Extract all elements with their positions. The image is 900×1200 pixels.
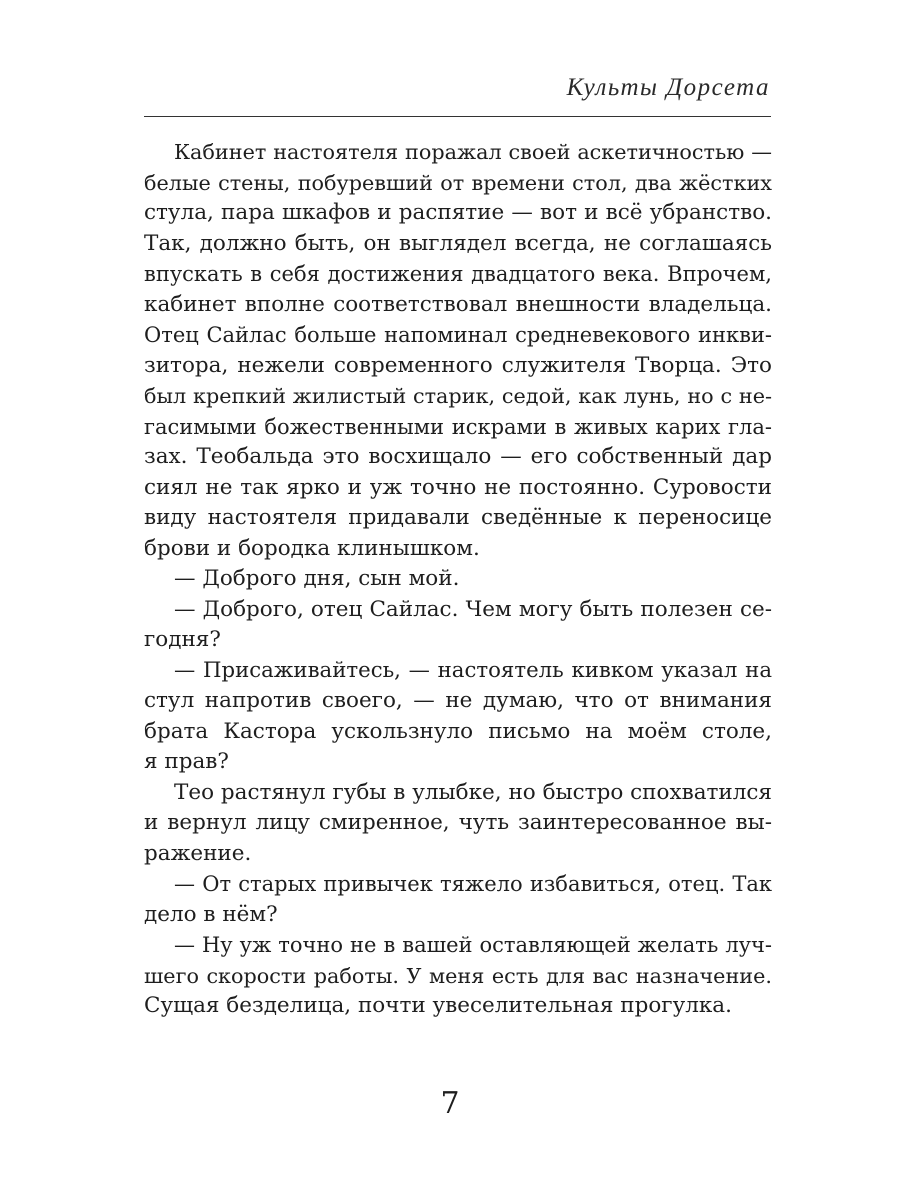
text-line: я прав? [144, 749, 229, 774]
text-line: брови и бородка клинышком. [144, 535, 480, 561]
text-line: Отец Сайлас больше напоминал средневекового инкви- [144, 323, 772, 347]
text-line: стул напротив своего, — не думаю, что от внимания [144, 688, 772, 713]
text-line: брата Кастора ускользнуло письмо на моём столе, [144, 718, 772, 744]
text-line: сиял не так ярко и уж точно не постоянно. Суровости [144, 474, 772, 500]
text-line: Кабинет настоятеля поражал своей аскетичностью — [174, 140, 772, 164]
text-line: Сущая безделица, почти увеселительная прогулка. [144, 993, 732, 1018]
text-line: — Доброго, отец Сайлас. Чем могу быть полезен се- [174, 596, 772, 622]
text-line: и вернул лицу смиренное, чуть заинтересованное вы- [144, 810, 772, 835]
text-line: зах. Теобальда это восхищало — его собственный дар [144, 444, 772, 469]
text-line: зитора, нежели современного служителя Творца. Это [144, 352, 772, 378]
page-number: 7 [440, 1086, 460, 1121]
text-line: ражение. [144, 840, 252, 866]
text-line: — Доброго дня, сын мой. [174, 566, 460, 591]
text-line: виду настоятеля придавали сведённые к переносице [144, 505, 772, 530]
text-line: дело в нём? [144, 901, 278, 927]
text-line: — Присаживайтесь, — настоятель кивком указал на [174, 657, 772, 683]
text-line: Так, должно быть, он выглядел всегда, не соглашаясь [144, 230, 772, 256]
running-head: Культы Дорсета [566, 74, 770, 101]
text-line: гасимыми божественными искрами в живых карих гла- [144, 414, 772, 439]
text-line: был крепкий жилистый старик, седой, как лунь, но с не- [144, 384, 772, 408]
text-line: годня? [144, 627, 221, 652]
text-line: — Ну уж точно не в вашей оставляющей желать луч- [174, 933, 772, 957]
text-line: кабинет вполне соответствовал внешности владельца. [144, 291, 772, 317]
text-line: шего скорости работы. У меня есть для вас назначение. [144, 963, 772, 988]
text-line: Тео растянул губы в улыбке, но быстро спохватился [174, 779, 772, 805]
text-line: белые стены, побуревший от времени стол, два жёстких [144, 170, 772, 195]
header-rule [144, 116, 771, 117]
text-line: впускать в себя достижения двадцатого века. Впрочем, [144, 262, 772, 286]
body-text [144, 137, 772, 1022]
text-line: — От старых привычек тяжело избавиться, отец. Так [174, 872, 772, 896]
text-line: стула, пара шкафов и распятие — вот и всё убранство. [144, 200, 772, 225]
